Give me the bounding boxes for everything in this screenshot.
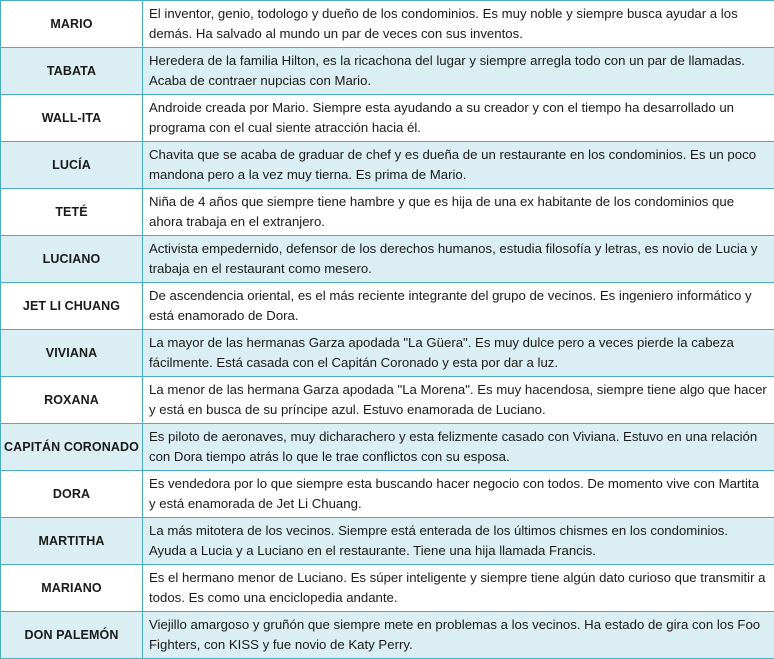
character-description: Es piloto de aeronaves, muy dicharachero y esta felizmente casado con Viviana. Estuvo en una relación con Dora tiempo atrás lo que le trae conflictos con su esposa.: [143, 424, 774, 471]
table-row: [1, 424, 774, 471]
character-name: CAPITÁN CORONADO: [1, 424, 143, 471]
table-row: [1, 189, 774, 236]
table-row: [1, 518, 774, 565]
character-description: La mayor de las hermanas Garza apodada "La Güera". Es muy dulce pero a veces pierde la cabeza fácilmente. Está casada con el Capitán Coronado y esta por dar a luz.: [143, 330, 774, 377]
character-name: TETÉ: [1, 189, 143, 236]
character-name: TABATA: [1, 48, 143, 95]
character-description: Niña de 4 años que siempre tiene hambre y que es hija de una ex habitante de los condominios que ahora trabaja en el extranjero.: [143, 189, 774, 236]
table-row: [1, 377, 774, 424]
character-name: DORA: [1, 471, 143, 518]
table-row: [1, 236, 774, 283]
character-description: Es vendedora por lo que siempre esta buscando hacer negocio con todos. De momento vive con Martita y está enamorada de Jet Li Chuang.: [143, 471, 774, 518]
character-name: MARIO: [1, 1, 143, 48]
character-name: WALL-ITA: [1, 95, 143, 142]
character-description: La menor de las hermana Garza apodada "La Morena". Es muy hacendosa, siempre tiene algo que hacer y está en busca de su príncipe azul. Estuvo enamorada de Luciano.: [143, 377, 774, 424]
character-description: Es el hermano menor de Luciano. Es súper inteligente y siempre tiene algún dato curioso que transmitir a todos. Es como una enciclopedia andante.: [143, 565, 774, 612]
character-name: VIVIANA: [1, 330, 143, 377]
character-name: MARTITHA: [1, 518, 143, 565]
character-description: Heredera de la familia Hilton, es la ricachona del lugar y siempre arregla todo con un par de llamadas. Acaba de contraer nupcias con Mario.: [143, 48, 774, 95]
character-name: DON PALEMÓN: [1, 612, 143, 659]
character-description: De ascendencia oriental, es el más reciente integrante del grupo de vecinos. Es ingeniero informático y está enamorado de Dora.: [143, 283, 774, 330]
character-name: LUCIANO: [1, 236, 143, 283]
character-description: El inventor, genio, todologo y dueño de los condominios. Es muy noble y siempre busca ayudar a los demás. Ha salvado al mundo un par de veces con sus inventos.: [143, 1, 774, 48]
character-description: La más mitotera de los vecinos. Siempre está enterada de los últimos chismes en los condominios. Ayuda a Lucia y a Luciano en el restaurante. Tiene una hija llamada Francis.: [143, 518, 774, 565]
character-description: Androide creada por Mario. Siempre esta ayudando a su creador y con el tiempo ha desarrollado un programa con el cual siente atracción hacia él.: [143, 95, 774, 142]
character-name: JET LI CHUANG: [1, 283, 143, 330]
table-row: [1, 95, 774, 142]
table-row: [1, 565, 774, 612]
table-row: [1, 283, 774, 330]
table-row: [1, 330, 774, 377]
character-description: Activista empedernido, defensor de los derechos humanos, estudia filosofía y letras, es novio de Lucia y trabaja en el restaurant como mesero.: [143, 236, 774, 283]
table-row: [1, 471, 774, 518]
character-description: Viejillo amargoso y gruñón que siempre mete en problemas a los vecinos. Ha estado de gira con los Foo Fighters, con KISS y fue novio de Katy Perry.: [143, 612, 774, 659]
table-row: [1, 612, 774, 659]
character-name: LUCÍA: [1, 142, 143, 189]
character-name: ROXANA: [1, 377, 143, 424]
table-row: [1, 142, 774, 189]
character-name: MARIANO: [1, 565, 143, 612]
table-row: [1, 1, 774, 48]
table-row: [1, 48, 774, 95]
character-description: Chavita que se acaba de graduar de chef y es dueña de un restaurante en los condominios. Es un poco mandona pero a la vez muy tierna. Es prima de Mario.: [143, 142, 774, 189]
